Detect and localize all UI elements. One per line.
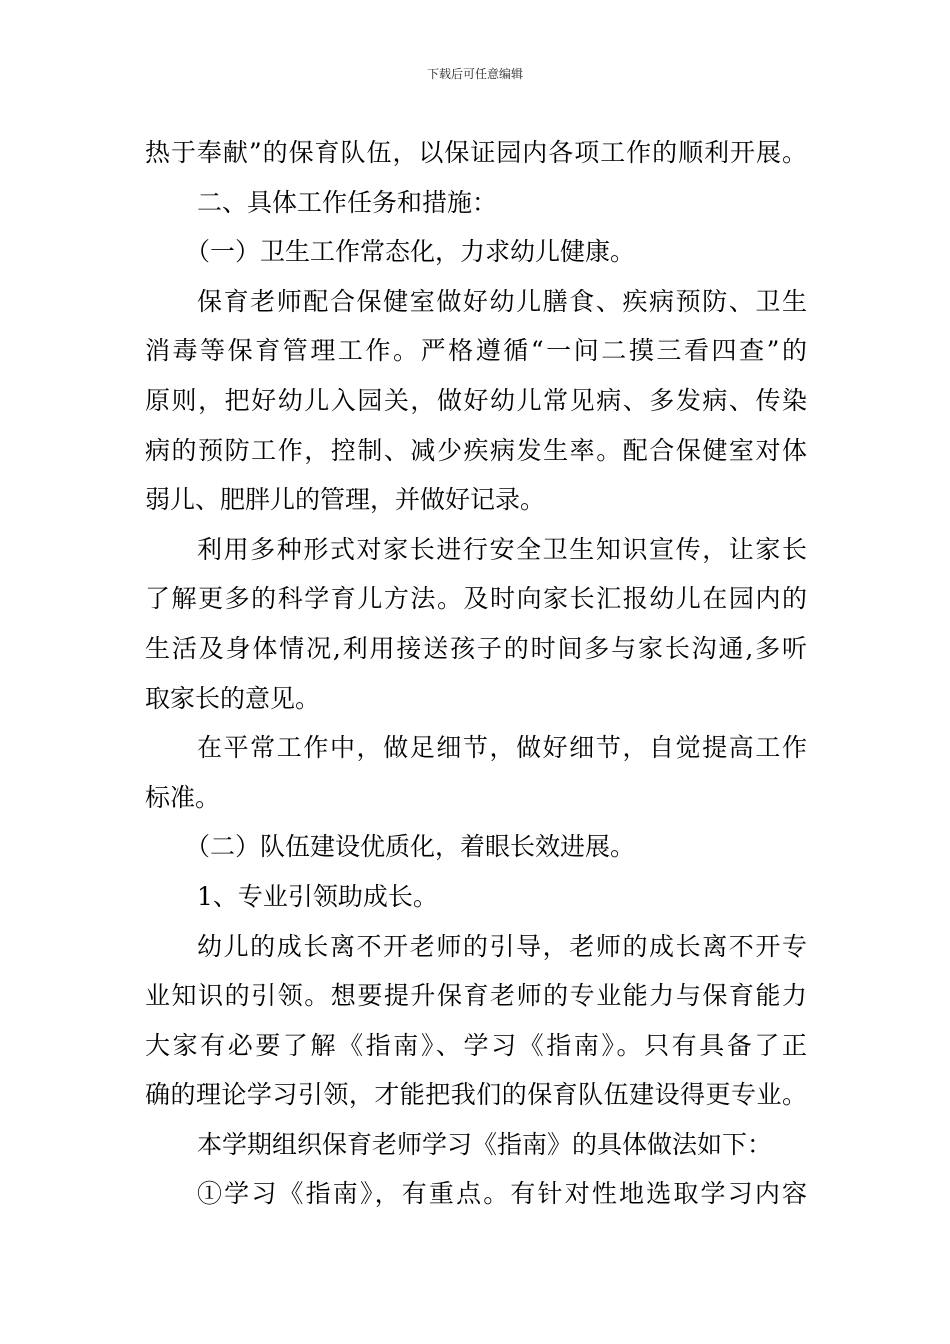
paragraph-line: 本学期组织保育老师学习《指南》的具体做法如下： — [197, 1129, 773, 1159]
document-body — [145, 128, 807, 1219]
paragraph-line: 利用多种形式对家长进行安全卫生知识宣传，让家长 — [197, 534, 807, 564]
subsection-heading: （二）队伍建设优质化，着眼长效进展。 — [185, 832, 636, 862]
paragraph-line: 确的理论学习引领，才能把我们的保育队伍建设得更专业。 — [145, 1080, 807, 1110]
paragraph-line: 弱儿、肥胖儿的管理，并做好记录。 — [145, 485, 546, 515]
paragraph-line: 原则，把好幼儿入园关，做好幼儿常见病、多发病、传染 — [145, 385, 807, 415]
paragraph-line: 幼儿的成长离不开老师的引导，老师的成长离不开专 — [197, 931, 807, 961]
paragraph-line: 标准。 — [145, 782, 221, 812]
paragraph-line: 生活及身体情况,利用接送孩子的时间多与家长沟通,多听 — [145, 633, 807, 663]
item-heading: 1、专业引领助成长。 — [197, 881, 438, 911]
paragraph-line: ①学习《指南》，有重点。有针对性地选取学习内容 — [197, 1179, 807, 1209]
paragraph-line: 在平常工作中，做足细节，做好细节，自觉提高工作 — [197, 733, 807, 763]
paragraph-line: 业知识的引领。想要提升保育老师的专业能力与保育能力 — [145, 981, 807, 1011]
paragraph-line: 大家有必要了解《指南》、学习《指南》。只有具备了正 — [145, 1030, 807, 1060]
paragraph-line: 保育老师配合保健室做好幼儿膳食、疾病预防、卫生 — [197, 286, 807, 316]
page-header-note: 下载后可任意编辑 — [426, 67, 523, 81]
paragraph-line: 病的预防工作，控制、减少疾病发生率。配合保健室对体 — [145, 435, 807, 465]
paragraph-line: 了解更多的科学育儿方法。及时向家长汇报幼儿在园内的 — [145, 584, 807, 614]
subsection-heading: （一）卫生工作常态化，力求幼儿健康。 — [185, 237, 636, 267]
paragraph-line: 消毒等保育管理工作。严格遵循“一问二摸三看四查”的 — [145, 336, 807, 366]
paragraph-line: 取家长的意见。 — [145, 683, 321, 713]
paragraph-line: 热于奉献”的保育队伍，以保证园内各项工作的顺利开展。 — [145, 138, 807, 167]
section-heading: 二、具体工作任务和措施： — [197, 187, 498, 217]
